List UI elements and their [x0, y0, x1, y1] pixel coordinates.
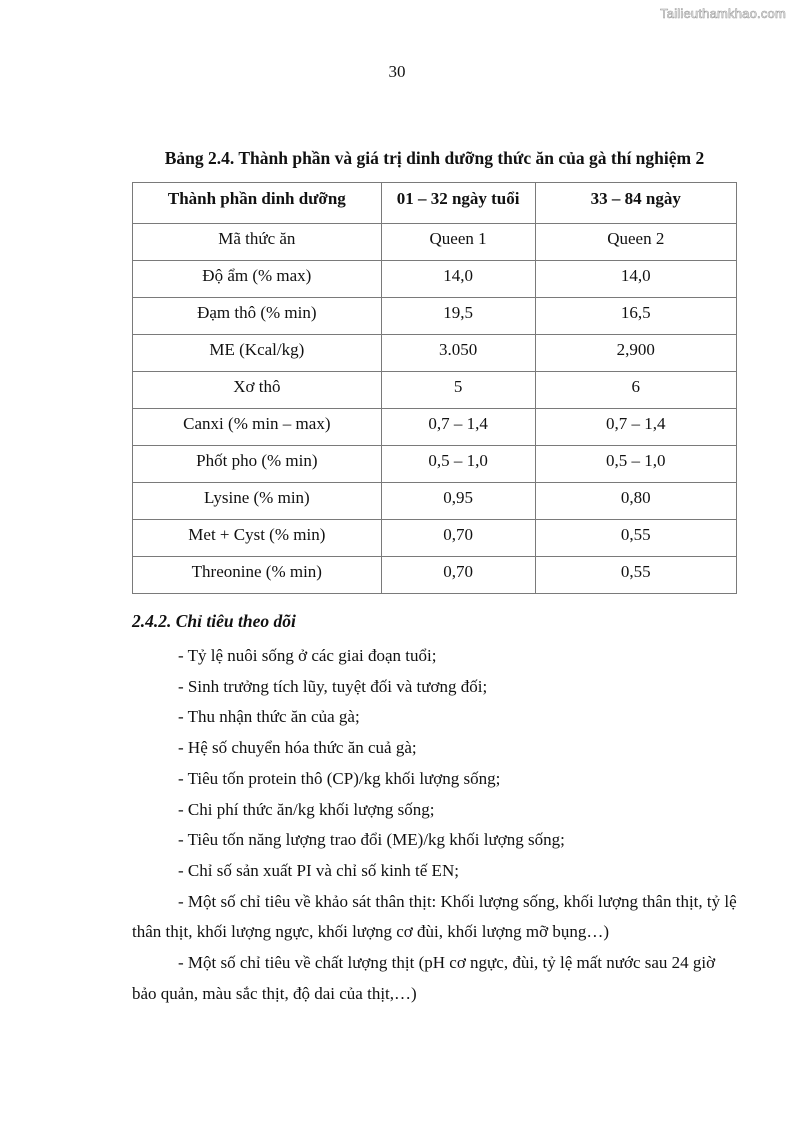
table-cell: 0,5 – 1,0: [535, 446, 736, 483]
table-cell: Lysine (% min): [133, 483, 382, 520]
table-cell: 0,70: [381, 520, 535, 557]
table-cell: Đạm thô (% min): [133, 298, 382, 335]
list-item: - Chi phí thức ăn/kg khối lượng sống;: [178, 799, 435, 819]
header-cell: 01 – 32 ngày tuổi: [381, 183, 535, 224]
table-cell: Met + Cyst (% min): [133, 520, 382, 557]
table-header-row: [133, 183, 737, 224]
table-row: [133, 224, 737, 261]
table-cell: 19,5: [381, 298, 535, 335]
table-cell: Xơ thô: [133, 372, 382, 409]
table-row: [133, 557, 737, 594]
table-cell: Queen 2: [535, 224, 736, 261]
table-row: [133, 335, 737, 372]
table-cell: ME (Kcal/kg): [133, 335, 382, 372]
header-cell: Thành phần dinh dưỡng: [133, 183, 382, 224]
table-cell: 16,5: [535, 298, 736, 335]
table-cell: 14,0: [535, 261, 736, 298]
table-cell: Canxi (% min – max): [133, 409, 382, 446]
table-row: [133, 520, 737, 557]
table-row: [133, 409, 737, 446]
table-cell: Threonine (% min): [133, 557, 382, 594]
list-item: - Chỉ số sản xuất PI và chỉ số kinh tế EN;: [178, 860, 459, 880]
table-row: [133, 483, 737, 520]
table-cell: Mã thức ăn: [133, 224, 382, 261]
indicator-list: [132, 641, 737, 1009]
table-cell: 5: [381, 372, 535, 409]
list-item: - Thu nhận thức ăn của gà;: [178, 707, 360, 727]
table-cell: 2,900: [535, 335, 736, 372]
table-cell: 0,80: [535, 483, 736, 520]
table-cell: Độ ẩm (% max): [133, 261, 382, 298]
header-cell: 33 – 84 ngày: [535, 183, 736, 224]
table-cell: 0,55: [535, 557, 736, 594]
table-cell: 6: [535, 372, 736, 409]
table-row: [133, 261, 737, 298]
section-heading: 2.4.2. Chỉ tiêu theo dõi: [132, 611, 296, 631]
list-item: - Sinh trưởng tích lũy, tuyệt đối và tương đối;: [178, 676, 488, 696]
table-cell: 14,0: [381, 261, 535, 298]
list-item: - Tỷ lệ nuôi sống ở các giai đoạn tuổi;: [178, 646, 437, 665]
watermark: Tailieuthamkhao.com: [660, 6, 786, 21]
page-number: 30: [388, 62, 406, 81]
table-caption: Bảng 2.4. Thành phần và giá trị dinh dưỡng thức ăn của gà thí nghiệm 2: [164, 148, 705, 168]
table-cell: 0,95: [381, 483, 535, 520]
table-cell: 0,7 – 1,4: [381, 409, 535, 446]
table-cell: 0,70: [381, 557, 535, 594]
table-cell: 3.050: [381, 335, 535, 372]
paragraph-meat-quality-indicators: - Một số chỉ tiêu về chất lượng thịt (pH cơ ngực, đùi, tỷ lệ mất nước sau 24 giờ bảo quản, màu sắc thịt, độ dai của thịt,…): [132, 953, 716, 1003]
table-cell: Queen 1: [381, 224, 535, 261]
table-row: [133, 446, 737, 483]
table-cell: Phốt pho (% min): [133, 446, 382, 483]
table-row: [133, 298, 737, 335]
list-item: - Tiêu tốn protein thô (CP)/kg khối lượng sống;: [178, 768, 501, 788]
table-row: [133, 372, 737, 409]
paragraph-carcass-indicators: - Một số chỉ tiêu về khảo sát thân thịt: Khối lượng sống, khối lượng thân thịt, tỷ lệ thân thịt, khối lượng ngực, khối lượng cơ đùi, khối lượng mỡ bụng…): [132, 891, 737, 942]
table-cell: 0,55: [535, 520, 736, 557]
table-cell: 0,5 – 1,0: [381, 446, 535, 483]
table-cell: 0,7 – 1,4: [535, 409, 736, 446]
nutrition-table: [132, 182, 737, 594]
list-item: - Hệ số chuyển hóa thức ăn cuả gà;: [178, 738, 417, 758]
list-item: - Tiêu tốn năng lượng trao đổi (ME)/kg khối lượng sống;: [178, 830, 565, 850]
